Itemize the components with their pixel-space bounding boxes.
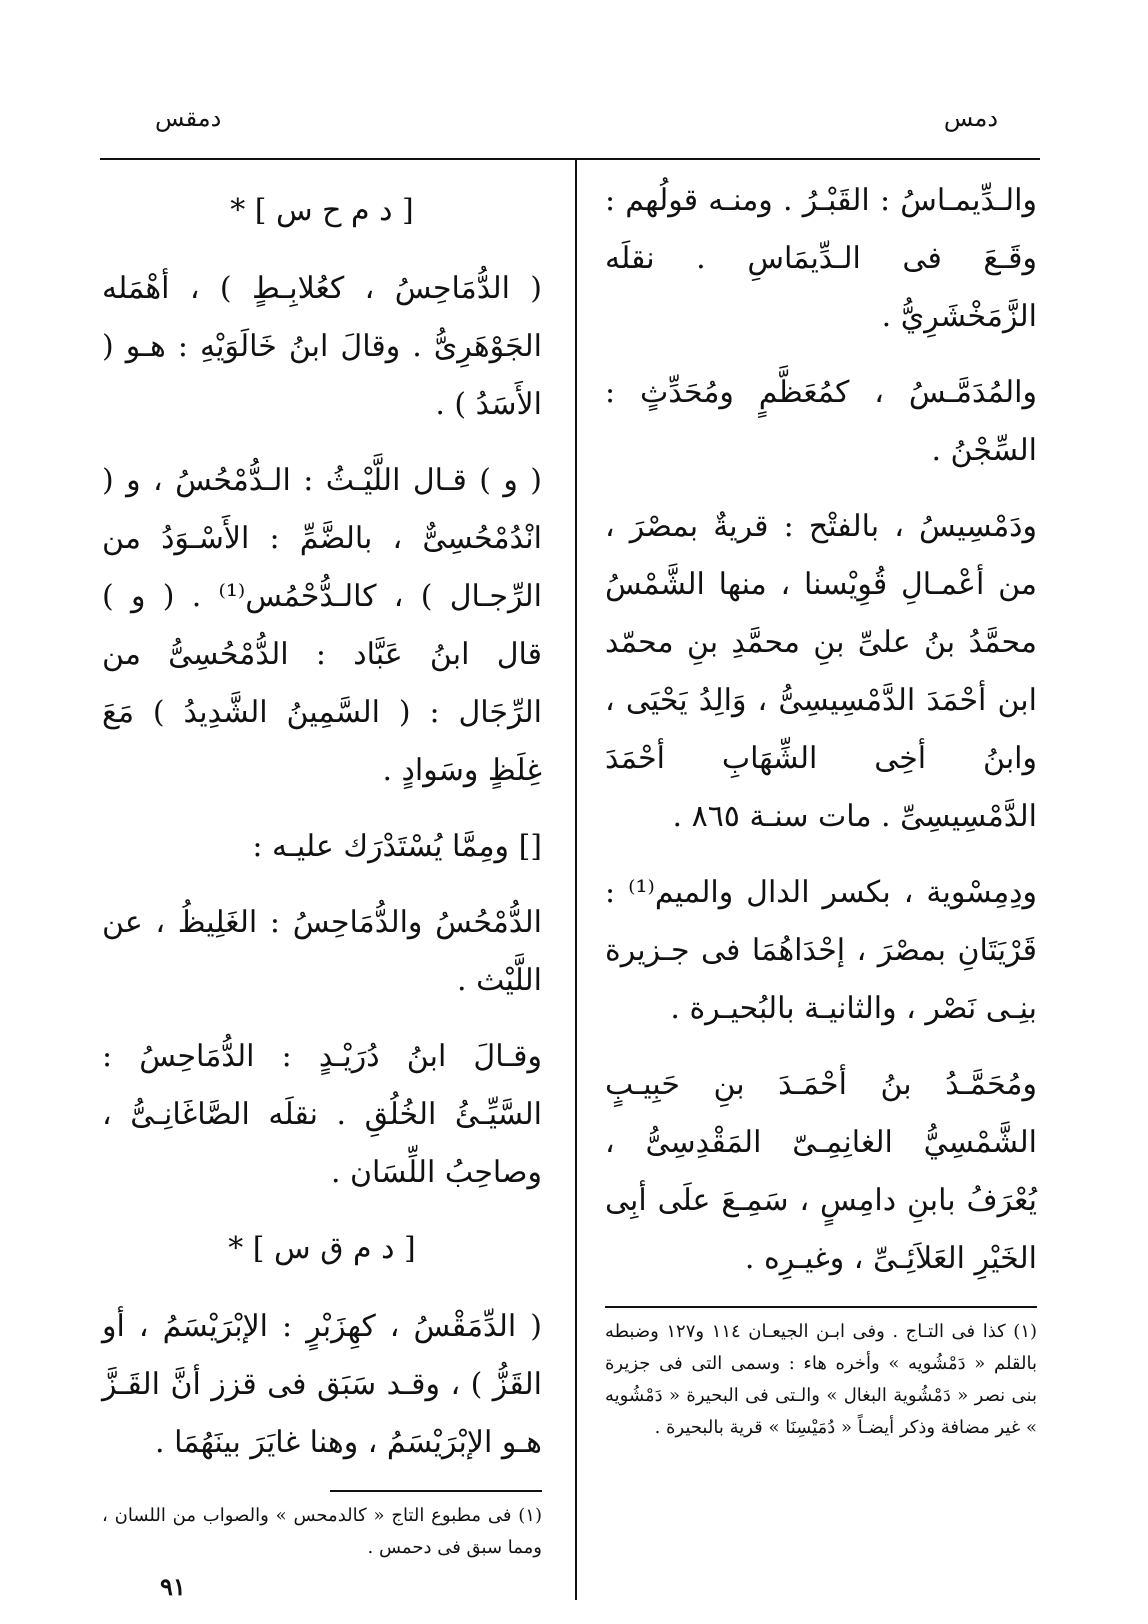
footnote-left: (١) فى مطبوع التاج « كالدمحس » والصواب من اللسان ، ومما سبق فى دحمس . <box>102 1505 542 1558</box>
header-rule <box>100 158 1040 160</box>
footnote-rule <box>330 1490 542 1492</box>
entry-title-dmqs: [ د م ق س ] * <box>228 1231 416 1266</box>
paragraph-dimas: والـدِّيمـاسُ : القَبْـرُ . ومنـه قولُهم : وقَـعَ فى الـدِّيمَاسِ . نقلَه الزَّمَخْشَرِيُّ . <box>605 183 1037 334</box>
footnote-right: (١) كذا فى التـاج . وفى ابـن الجيعـان ١١٤ و١٢٧ وضبطه بالقلم « دَمْشُويه » وأخره هاء : وسمى التى فى جزيرة بنى نصر « دَمْشُوية البغال » والـتى فى البحيرة « دَمْشُويه » غير مضافة وذكر أيضـاً « دُمَيْسِنَا » قرية بالبحيرة . <box>605 1321 1038 1438</box>
paragraph-damsis: ودَمْسِيسُ ، بالفتْح : قريةٌ بمصْرَ ، من أعْمـالِ قُوِيْسنا ، منها الشَّمْسُ محمَّدُ بنُ علىِّ بنِ محمَّدِ بنِ محمّد ابن أحْمَدَ الدَّمْسِيسِىُّ ، وَالِدُ يَحْيَى ، وابنُ أخِى الشِّهَابِ أحْمَدَ الدَّمْسِيسِىِّ . مات سنـة ٨٦٥ . <box>605 509 1037 834</box>
column-divider <box>575 160 577 1600</box>
paragraph-mustadrak: [] ومِمَّا يُسْتَدْرَك عليـه : <box>252 829 542 864</box>
footnote-rule <box>605 1306 1037 1308</box>
paragraph-ibn-damis: ومُحَمَّـدُ بنُ أحْمَـدَ بنِ حَبِيـبٍ الشَّمْسِيُّ الغانِمِـىّ المَقْدِسِىُّ ، يُعْرَفُ بابنِ دامِسٍ ، سَمِـعَ علَى أبِى الخَيْرِ العَلاَئِـىِّ ، وغيـرِه . <box>605 1067 1037 1276</box>
paragraph-ghaliz: الدُّمْحُسُ والدُّمَاحِسُ : الغَلِيظُ ، عن اللَّيْث . <box>102 905 542 998</box>
page-number: ٩١ <box>160 1572 186 1601</box>
paragraph-dimisweih: ودِمِسْوية ، بكسر الدال والميم⁽¹⁾ : قَرْيَتَانِ بمصْرَ ، إحْدَاهُمَا فى جـزيرة بنِـى نَصْر ، والثانيـة بالبُحيـرة . <box>605 875 1038 1026</box>
paragraph-mudammas: والمُدَمَّـسُ ، كمُعَظَّمٍ ومُحَدِّثٍ : السِّجْنُ . <box>605 375 1037 468</box>
paragraph-dimaqs: ( الدِّمَقْسُ ، كهِزَبْرٍ : الإبْرَيْسَمُ ، أو القَزُّ ) ، وقـد سَبَق فى قزز أنَّ القَـزَّ هـو الإبْرَيْسَمُ ، وهنا غايَرَ بينَهُمَا . <box>102 1309 542 1460</box>
header-left-word: دمقس <box>155 104 222 132</box>
paragraph-dumhus: ( و ) قـال اللَّيْـثُ : الـدُّمْحُسُ ، و ( انْدُمْحُسِىٌّ ، بالضَّمِّ : الأَسْـوَدُ من الرِّجـال ) ، كالـدُّحْمُس⁽¹⁾ . ( و ) قال ابنُ عَبَّاد : الدُّمْحُسِىُّ من الرِّجَال : ( السَّمِينُ الشَّدِيدُ ) مَعَ غِلَظٍ وسَوادٍ . <box>102 463 542 788</box>
right-column <box>605 172 1037 1462</box>
header-right-word: دمس <box>943 104 998 132</box>
paragraph-ibn-durayd: وقـالَ ابنُ دُرَيْـدٍ : الدُّمَاحِسُ : السَّيِّـئُ الخُلُقِ . نقلَه الصَّاغَانِـىُّ ، وصاحِبُ اللِّسَان . <box>102 1039 542 1190</box>
paragraph-dumahis: ( الدُّمَاحِسُ ، كعُلابِـطٍ ) ، أهْمَله الجَوْهَرِىُّ . وقالَ ابنُ خَالَوَيْهِ : هـو ( الأَسَدُ ) . <box>102 271 542 422</box>
entry-title-dmhs: [ د م ح س ] * <box>230 193 414 228</box>
left-column <box>102 172 542 1582</box>
